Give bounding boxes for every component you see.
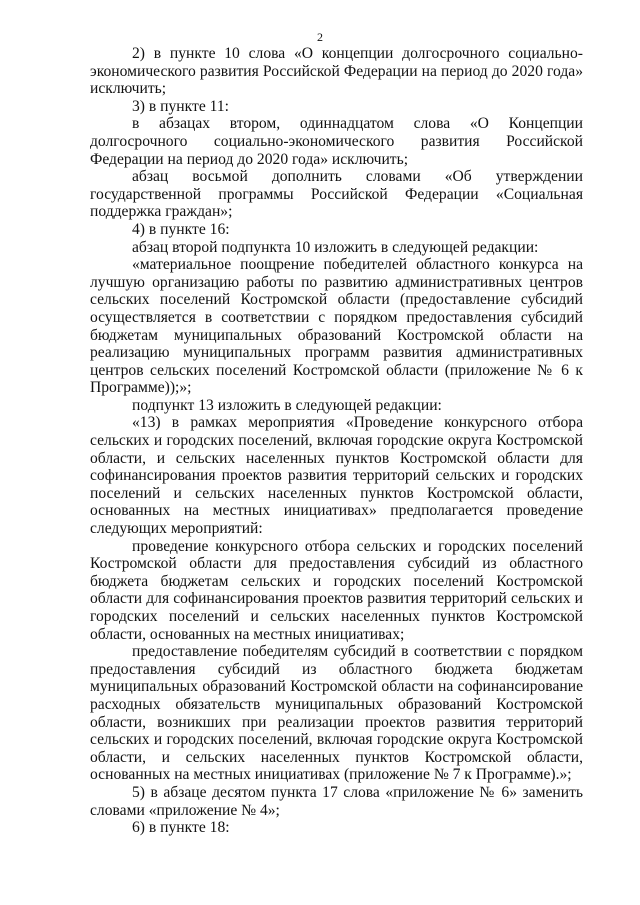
paragraph: 3) в пункте 11:: [132, 97, 229, 115]
paragraph: «материальное поощрение победителей областного конкурса на лучшую организацию работы по развитию административных центров сельских поселений Костромской области (предоставление субсидий осуществляется в соответствии с порядком предоставления субсидий бюджетам муниципальных образований Костромской области на реализацию муниципальных программ развития административных центров сельских поселений Костромской области (приложение № 6 к Программе));»;: [90, 256, 583, 397]
page-number: 2: [317, 30, 323, 44]
paragraph: абзац восьмой дополнить словами «Об утверждении государственной программы Российской Федерации «Социальная поддержка граждан»;: [90, 168, 583, 221]
paragraph: предоставление победителям субсидий в соответствии с порядком предоставления субсидий из областного бюджета бюджетам муниципальных образований Костромской области на софинансирование расходных обязательств муниципальных образований Костромской области, возникших при реализации проектов развития территорий сельских и городских поселений, включая городские округа Костромской области, и сельских населенных пунктов Костромской области, основанных на местных инициативах (приложение № 7 к Программе).»;: [90, 643, 583, 784]
paragraph: 4) в пункте 16:: [132, 220, 230, 238]
paragraph: 6) в пункте 18:: [132, 819, 230, 837]
paragraph: абзац второй подпункта 10 изложить в следующей редакции:: [132, 238, 539, 256]
paragraph: подпункт 13 изложить в следующей редакции:: [132, 396, 442, 414]
paragraph: 2) в пункте 10 слова «О концепции долгосрочного социально-экономического развития Российской Федерации на период до 2020 года» исключить;: [90, 45, 583, 98]
paragraph: проведение конкурсного отбора сельских и городских поселений Костромской области для предоставления субсидий из областного бюджета бюджетам сельских и городских поселений Костромской области для софинансирования проектов развития территорий сельских и городских поселений и сельских населенных пунктов Костромской области, основанных на местных инициативах;: [90, 537, 583, 643]
paragraph: «13) в рамках мероприятия «Проведение конкурсного отбора сельских и городских поселений, включая городские округа Костромской области, и сельских населенных пунктов Костромской области для софинансирования проектов развития территорий сельских и городских поселений и сельских населенных пунктов Костромской области, основанных на местных инициативах» предполагается проведение следующих мероприятий:: [90, 414, 583, 538]
paragraph: в абзацах втором, одиннадцатом слова «О Концепции долгосрочного социально-экономического развития Российской Федерации на период до 2020 года» исключить;: [90, 115, 583, 168]
paragraph: 5) в абзаце десятом пункта 17 слова «приложение № 6» заменить словами «приложение № 4»;: [90, 783, 583, 819]
document-body: [90, 45, 583, 837]
